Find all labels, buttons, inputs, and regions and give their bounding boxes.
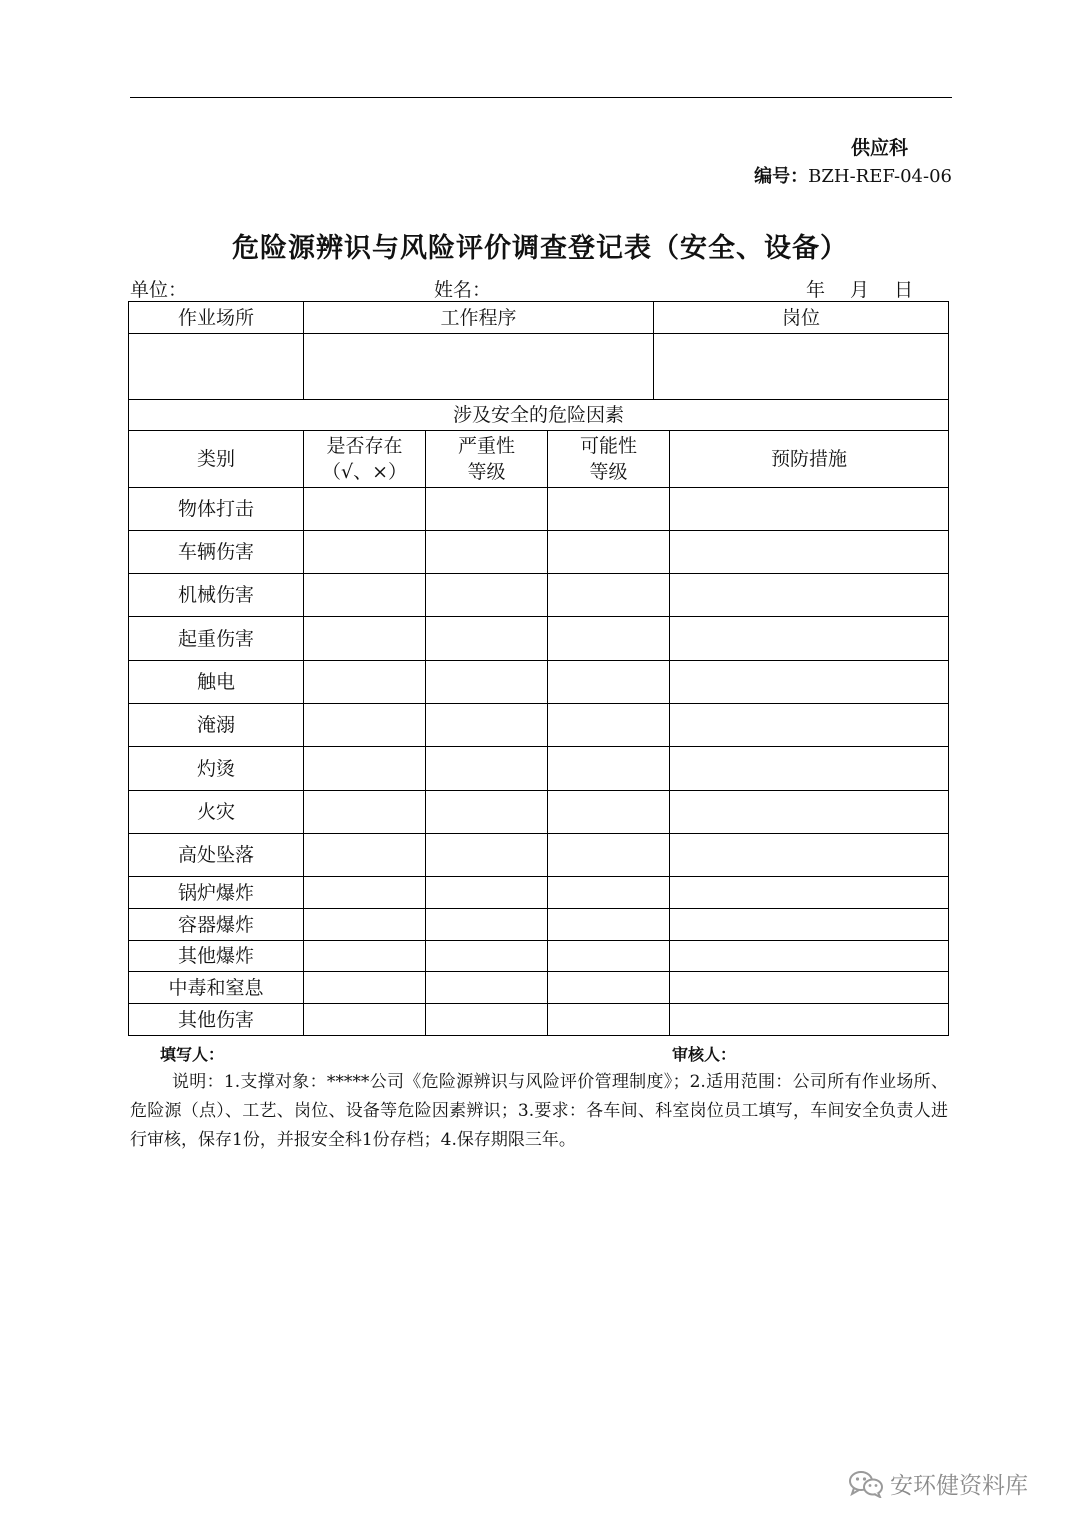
hazard-label: 其他爆炸 [129,941,304,972]
hazard-label: 车辆伤害 [129,531,304,574]
exists-cell[interactable] [304,972,426,1004]
possibility-header [548,431,670,488]
measures-cell[interactable] [670,972,949,1004]
filler-label: 填写人： [160,1045,225,1064]
exists-cell[interactable] [304,704,426,747]
exists-cell[interactable] [304,574,426,617]
exists-header-line2: （√、×） [321,461,408,483]
hazard-label: 物体打击 [129,488,304,531]
exists-cell[interactable] [304,1004,426,1036]
possibility-header-line2: 等级 [589,461,628,483]
name-field-label: 姓名： [434,279,492,301]
header-rule [130,97,952,98]
severity-cell[interactable] [426,877,548,909]
severity-header-line1: 严重性 [457,435,515,457]
table-row [129,834,949,877]
post-header: 岗位 [654,302,949,334]
code-label: 编号： [754,166,809,187]
possibility-cell[interactable] [548,574,670,617]
exists-header-line1: 是否存在 [326,435,403,457]
severity-cell[interactable] [426,661,548,704]
table-row [129,972,949,1004]
workplace-cell[interactable] [129,334,304,400]
measures-header: 预防措施 [670,431,949,488]
table-row [129,531,949,574]
hazard-label: 高处坠落 [129,834,304,877]
possibility-cell[interactable] [548,704,670,747]
hazard-label: 火灾 [129,791,304,834]
measures-cell[interactable] [670,877,949,909]
document-code [600,162,952,188]
hazard-label: 淹溺 [129,704,304,747]
code-value: BZH-REF-04-06 [808,166,952,187]
exists-cell[interactable] [304,941,426,972]
workplace-header: 作业场所 [129,302,304,334]
watermark-text: 安环健资料库 [890,1473,1028,1499]
hazard-label: 起重伤害 [129,617,304,661]
exists-cell[interactable] [304,747,426,791]
possibility-cell[interactable] [548,941,670,972]
wechat-icon [848,1470,884,1498]
measures-cell[interactable] [670,909,949,941]
severity-cell[interactable] [426,909,548,941]
severity-cell[interactable] [426,704,548,747]
top-input-row [129,334,949,400]
table-row [129,704,949,747]
post-cell[interactable] [654,334,949,400]
possibility-cell[interactable] [548,531,670,574]
severity-cell[interactable] [426,972,548,1004]
watermark [848,1467,1028,1500]
severity-cell[interactable] [426,1004,548,1036]
table-row [129,574,949,617]
table-row [129,661,949,704]
hazard-label: 机械伤害 [129,574,304,617]
table-row [129,877,949,909]
hazard-label: 触电 [129,661,304,704]
page-title: 危险源辨识与风险评价调查登记表（安全、设备） [232,233,848,264]
hazard-label: 其他伤害 [129,1004,304,1036]
severity-cell[interactable] [426,834,548,877]
auditor-label: 审核人： [672,1045,737,1064]
exists-cell[interactable] [304,531,426,574]
measures-cell[interactable] [670,704,949,747]
measures-cell[interactable] [670,488,949,531]
severity-cell[interactable] [426,488,548,531]
measures-cell[interactable] [670,617,949,661]
section-row [129,400,949,431]
possibility-cell[interactable] [548,972,670,1004]
possibility-cell[interactable] [548,488,670,531]
measures-cell[interactable] [670,747,949,791]
exists-cell[interactable] [304,488,426,531]
severity-cell[interactable] [426,574,548,617]
exists-cell[interactable] [304,909,426,941]
table-row [129,747,949,791]
severity-cell[interactable] [426,617,548,661]
department-label: 供应科 [850,137,908,159]
column-header-row [129,431,949,488]
exists-cell[interactable] [304,661,426,704]
hazard-label: 锅炉爆炸 [129,877,304,909]
possibility-cell[interactable] [548,661,670,704]
exists-cell[interactable] [304,791,426,834]
explanation-note: 说明：1.支撑对象：*****公司《危险源辨识与风险评价管理制度》；2.适用范围：公司所有作业场所、危险源（点）、工艺、岗位、设备等危险因素辨识；3.要求：各车间、科室岗位员工填写，车间安全负责人进行审核，保存1份，并报安全科1份存档；4.保存期限三年。 [130,1072,948,1150]
top-header-row [129,302,949,334]
section-title: 涉及安全的危险因素 [129,400,949,431]
table-row [129,617,949,661]
possibility-cell[interactable] [548,1004,670,1036]
exists-cell[interactable] [304,877,426,909]
procedure-header: 工作程序 [304,302,654,334]
possibility-cell[interactable] [548,877,670,909]
exists-cell[interactable] [304,617,426,661]
measures-cell[interactable] [670,1004,949,1036]
category-header: 类别 [129,431,304,488]
possibility-cell[interactable] [548,791,670,834]
measures-cell[interactable] [670,574,949,617]
possibility-cell[interactable] [548,747,670,791]
procedure-cell[interactable] [304,334,654,400]
hazard-label: 容器爆炸 [129,909,304,941]
table-row [129,791,949,834]
hazard-label: 中毒和窒息 [129,972,304,1004]
exists-cell[interactable] [304,834,426,877]
severity-cell[interactable] [426,531,548,574]
measures-cell[interactable] [670,661,949,704]
hazard-label: 灼烫 [129,747,304,791]
table-row [129,909,949,941]
measures-cell[interactable] [670,941,949,972]
hazard-form-table [128,301,949,1036]
table-row [129,941,949,972]
date-field-label: 年 月 日 [806,279,914,301]
table-row [129,1004,949,1036]
severity-cell[interactable] [426,747,548,791]
possibility-header-line1: 可能性 [579,435,637,457]
severity-cell[interactable] [426,791,548,834]
measures-cell[interactable] [670,531,949,574]
possibility-cell[interactable] [548,617,670,661]
possibility-cell[interactable] [548,834,670,877]
severity-header-line2: 等级 [467,461,506,483]
measures-cell[interactable] [670,791,949,834]
severity-header [426,431,548,488]
possibility-cell[interactable] [548,909,670,941]
exists-header [304,431,426,488]
severity-cell[interactable] [426,941,548,972]
unit-field-label: 单位： [130,279,188,301]
measures-cell[interactable] [670,834,949,877]
table-row [129,488,949,531]
